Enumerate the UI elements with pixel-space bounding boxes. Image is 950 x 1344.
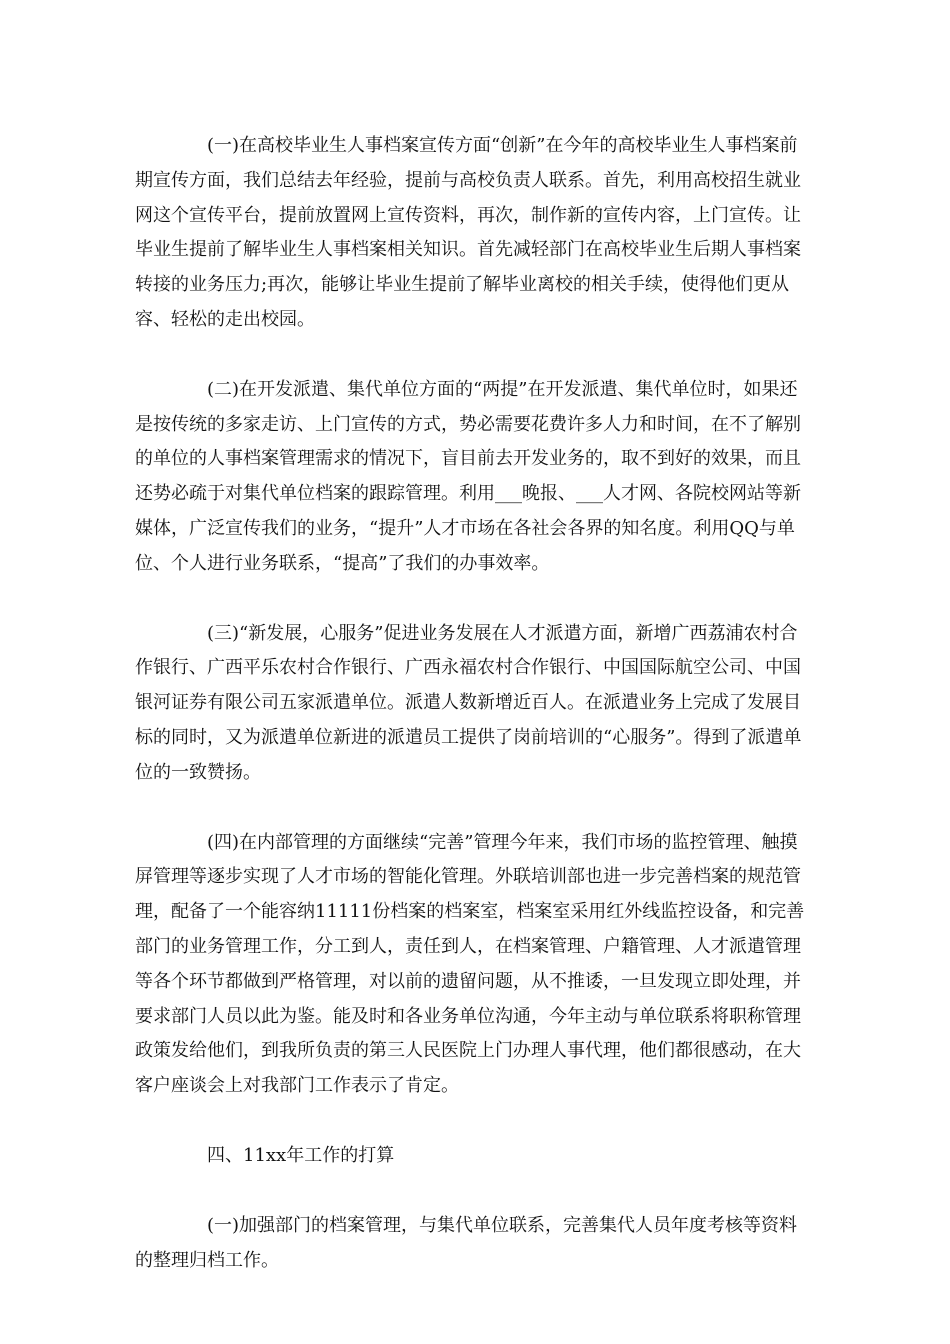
paragraph-gap	[135, 582, 815, 617]
paragraph-4: (四)在内部管理的方面继续“完善”管理今年来，我们市场的监控管理、触摸屏管理等逐步实现了人才市场的智能化管理。外联培训部也进一步完善档案的规范管理，配备了一个能容纳11111份档案的档案室，档案室采用红外线监控设备，和完善部门的业务管理工作，分工到人，责任到人，在档案管理、户籍管理、人才派遣管理等各个环节都做到严格管理，对以前的遗留问题，从不推诿，一旦发现立即处理，并要求部门人员以此为鉴。能及时和各业务单位沟通，今年主动与单位联系将职称管理政策发给他们，到我所负责的第三人民医院上门办理人事代理，他们都很感动，在大客户座谈会上对我部门工作表示了肯定。	[135, 831, 805, 1097]
paragraph-gap	[135, 1104, 815, 1139]
paragraph-2: (二)在开发派遣、集代单位方面的“两提”在开发派遣、集代单位时，如果还是按传统的多家走访、上门宣传的方式，势必需要花费许多人力和时间，在不了解别的单位的人事档案管理需求的情况下，盲目前去开发业务的，取不到好的效果，而且还势必疏于对集代单位档案的跟踪管理。利用___晚报、___人才网、各院校网站等新媒体，广泛宣传我们的业务，“提升”人才市场在各社会各界的知名度。利用QQ与单位、个人进行业务联系，“提高”了我们的办事效率。	[135, 378, 801, 574]
paragraph-3: (三)“新发展，心服务”促进业务发展在人才派遣方面，新增广西荔浦农村合作银行、广西平乐农村合作银行、广西永福农村合作银行、中国国际航空公司、中国银河证券有限公司五家派遣单位。派遣人数新增近百人。在派遣业务上完成了发展目标的同时，又为派遣单位新进的派遣员工提供了岗前培训的“心服务”。得到了派遣单位的一致赞扬。	[135, 622, 802, 783]
document-body	[135, 129, 815, 1278]
section-heading: 四、11xx年工作的打算	[207, 1144, 395, 1166]
paragraph-gap	[135, 1174, 815, 1209]
paragraph-5: (一)加强部门的档案管理，与集代单位联系，完善集代人员年度考核等资料的整理归档工作。	[135, 1214, 798, 1271]
paragraph-gap	[135, 338, 815, 373]
paragraph-1: (一)在高校毕业生人事档案宣传方面“创新”在今年的高校毕业生人事档案前期宣传方面，我们总结去年经验，提前与高校负责人联系。首先，利用高校招生就业网这个宣传平台，提前放置网上宣传资料，再次，制作新的宣传内容，上门宣传。让毕业生提前了解毕业生人事档案相关知识。首先减轻部门在高校毕业生后期人事档案转接的业务压力;再次，能够让毕业生提前了解毕业离校的相关手续，使得他们更从容、轻松的走出校园。	[135, 135, 801, 330]
paragraph-gap	[135, 791, 815, 826]
